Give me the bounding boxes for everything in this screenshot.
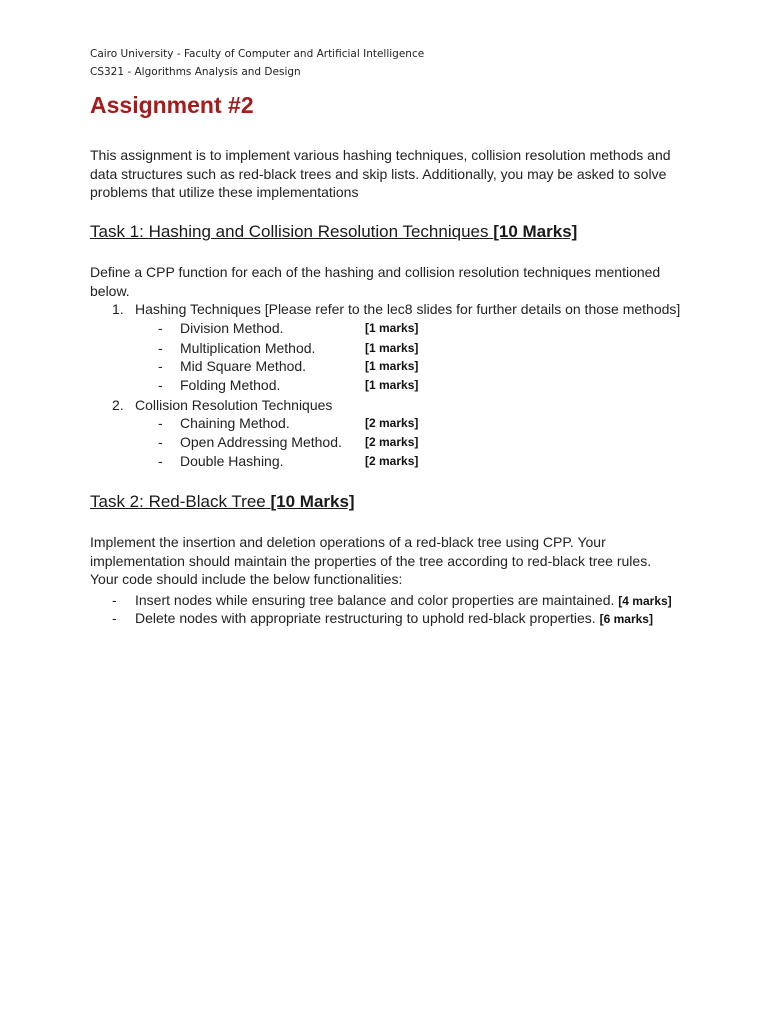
list-bullet: - bbox=[158, 434, 163, 450]
list-item-label: Folding Method. bbox=[180, 377, 281, 393]
task2-item bbox=[135, 610, 653, 626]
group1-label: Hashing Techniques [Please refer to the lec8 slides for further details on those methods] bbox=[135, 301, 681, 317]
intro-paragraph: This assignment is to implement various hashing techniques, collision resolution methods and data structures such as red-black trees and skip lists. Additionally, you may be asked to solve problems that utilize these implementations bbox=[90, 147, 671, 200]
list-bullet: - bbox=[112, 592, 117, 608]
list-bullet: - bbox=[158, 453, 163, 469]
list-item-label: Open Addressing Method. bbox=[180, 434, 342, 450]
group2-label: Collision Resolution Techniques bbox=[135, 397, 333, 413]
task1-marks: [10 Marks] bbox=[493, 222, 578, 241]
task2-item-label: Delete nodes with appropriate restructuring to uphold red-black properties. bbox=[135, 610, 596, 626]
task2-item-label: Insert nodes while ensuring tree balance and color properties are maintained. bbox=[135, 592, 615, 608]
task2-description: Implement the insertion and deletion operations of a red-black tree using CPP. Your implementation should maintain the properties of the tree according to red-black tree rules. Your code should include the below functionalities: bbox=[90, 534, 652, 587]
list-bullet: - bbox=[158, 358, 163, 374]
list-item-marks: [1 marks] bbox=[365, 321, 419, 335]
group1-number: 1. bbox=[112, 301, 124, 317]
list-bullet: - bbox=[158, 340, 163, 356]
list-bullet: - bbox=[158, 415, 163, 431]
task1-heading bbox=[90, 222, 577, 242]
header-course: CS321 - Algorithms Analysis and Design bbox=[90, 66, 301, 78]
task2-item-marks: [6 marks] bbox=[599, 612, 653, 626]
list-item-label: Mid Square Method. bbox=[180, 358, 307, 374]
task1-description: Define a CPP function for each of the hashing and collision resolution techniques mentioned below. bbox=[90, 264, 661, 299]
list-item-label: Division Method. bbox=[180, 320, 284, 336]
group2-number: 2. bbox=[112, 397, 124, 413]
task1-heading-text: Task 1: Hashing and Collision Resolution Techniques bbox=[90, 222, 489, 241]
list-item-marks: [1 marks] bbox=[365, 341, 419, 355]
list-bullet: - bbox=[158, 320, 163, 336]
list-bullet: - bbox=[158, 377, 163, 393]
header-university: Cairo University - Faculty of Computer and Artificial Intelligence bbox=[90, 48, 425, 60]
list-item-label: Multiplication Method. bbox=[180, 340, 316, 356]
list-item-marks: [1 marks] bbox=[365, 378, 419, 392]
list-item-label: Chaining Method. bbox=[180, 415, 290, 431]
list-item-marks: [1 marks] bbox=[365, 359, 419, 373]
list-bullet: - bbox=[112, 610, 117, 626]
page-title: Assignment #2 bbox=[90, 92, 254, 118]
task2-item-marks: [4 marks] bbox=[618, 594, 672, 608]
list-item-marks: [2 marks] bbox=[365, 435, 419, 449]
list-item-marks: [2 marks] bbox=[365, 416, 419, 430]
list-item-marks: [2 marks] bbox=[365, 454, 419, 468]
task2-item bbox=[135, 592, 672, 608]
task2-heading-text: Task 2: Red-Black Tree bbox=[90, 492, 266, 511]
list-item-label: Double Hashing. bbox=[180, 453, 284, 469]
task2-marks: [10 Marks] bbox=[270, 492, 355, 511]
task2-heading bbox=[90, 492, 355, 512]
